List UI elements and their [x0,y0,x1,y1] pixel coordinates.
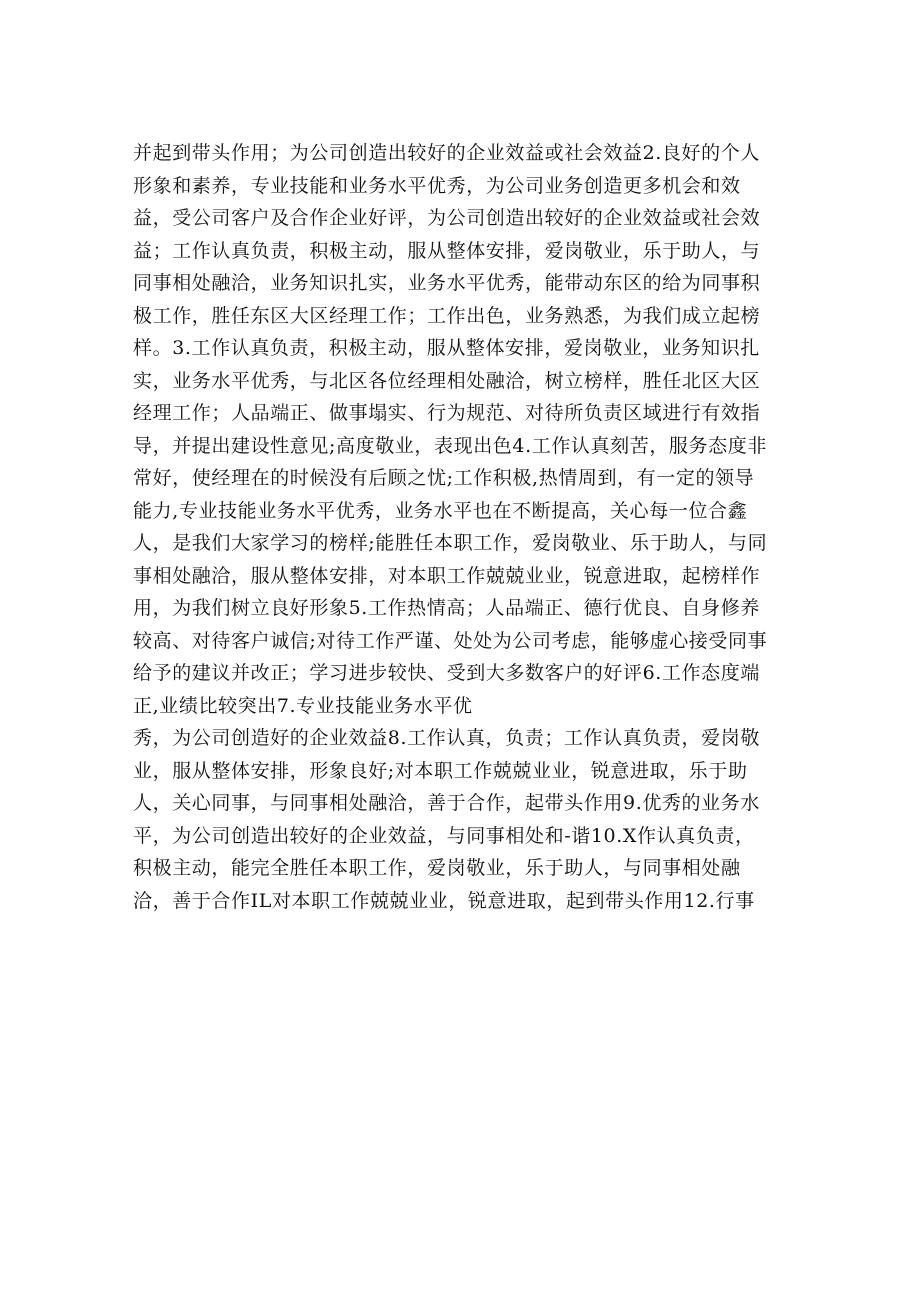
text-line: 实，业务水平优秀，与北区各位经理相处融洽，树立榜样，胜任北区大区 [133,369,761,392]
text-line: 平，为公司创造出较好的企业效益，与同事相处和-谐10.X作认真负责， [133,824,755,847]
text-line: 较高、对待客户诚信;对待工作严谨、处处为公司考虑，能够虚心接受同事 [133,629,768,652]
text-line: 秀，为公司创造好的企业效益8.工作认真，负责；工作认真负责，爱岗敬 [133,727,760,749]
text-line: 用，为我们树立良好形象5.工作热情高；人品端正、德行优良、自身修养 [133,597,760,619]
text-line: 正,业绩比较突出7.专业技能业务水平优 [133,694,473,717]
text-line: 人，是我们大家学习的榜样;能胜任本职工作，爱岗敬业、乐于助人，与同 [133,532,768,554]
text-line: 导，并提出建设性意见;高度敬业，表现出色4.工作认真刻苦，服务态度非 [133,434,767,457]
text-line: 形象和素养，专业技能和业务水平优秀，为公司业务创造更多机会和效 [133,174,741,197]
text-line: 益；工作认真负责，积极主动，服从整体安排，爱岗敬业，乐于助人，与 [133,239,761,262]
text-line: 并起到带头作用；为公司创造出较好的企业效益或社会效益2.良好的个人 [133,142,760,164]
text-line: 样。3.工作认真负责，积极主动，服从整体安排，爱岗敬业，业务知识扎 [133,337,760,359]
text-line: 同事相处融洽，业务知识扎实，业务水平优秀，能带动东区的给为同事积 [133,272,761,294]
text-line: 洽，善于合作IL对本职工作兢兢业业，锐意进取，起到带头作用12.行事 [133,889,755,912]
text-line: 常好，使经理在的时候没有后顾之忧;工作积极,热情周到，有一定的领导 [133,467,755,489]
text-line: 给予的建议并改正；学习进步较快、受到大多数客户的好评6.工作态度端 [133,662,760,684]
text-line: 能力,专业技能业务水平优秀，业务水平也在不断提高，关心每一位合鑫 [133,499,748,522]
body-text [133,137,793,917]
text-line: 积极主动，能完全胜任本职工作，爱岗敬业，乐于助人，与同事相处融 [133,857,741,879]
text-line: 事相处融洽，服从整体安排，对本职工作兢兢业业，锐意进取，起榜样作 [133,564,761,587]
text-line: 人，关心同事，与同事相处融洽，善于合作，起带头作用9.优秀的业务水 [133,792,760,814]
text-line: 经理工作；人品端正、做事塌实、行为规范、对待所负责区域进行有效指 [133,402,761,424]
text-line: 益，受公司客户及合作企业好评，为公司创造出较好的企业效益或社会效 [133,207,761,229]
text-line: 极工作，胜任东区大区经理工作；工作出色，业务熟悉，为我们成立起榜 [133,304,761,327]
text-line: 业，服从整体安排，形象良好;对本职工作兢兢业业，锐意进取，乐于助 [133,759,748,782]
